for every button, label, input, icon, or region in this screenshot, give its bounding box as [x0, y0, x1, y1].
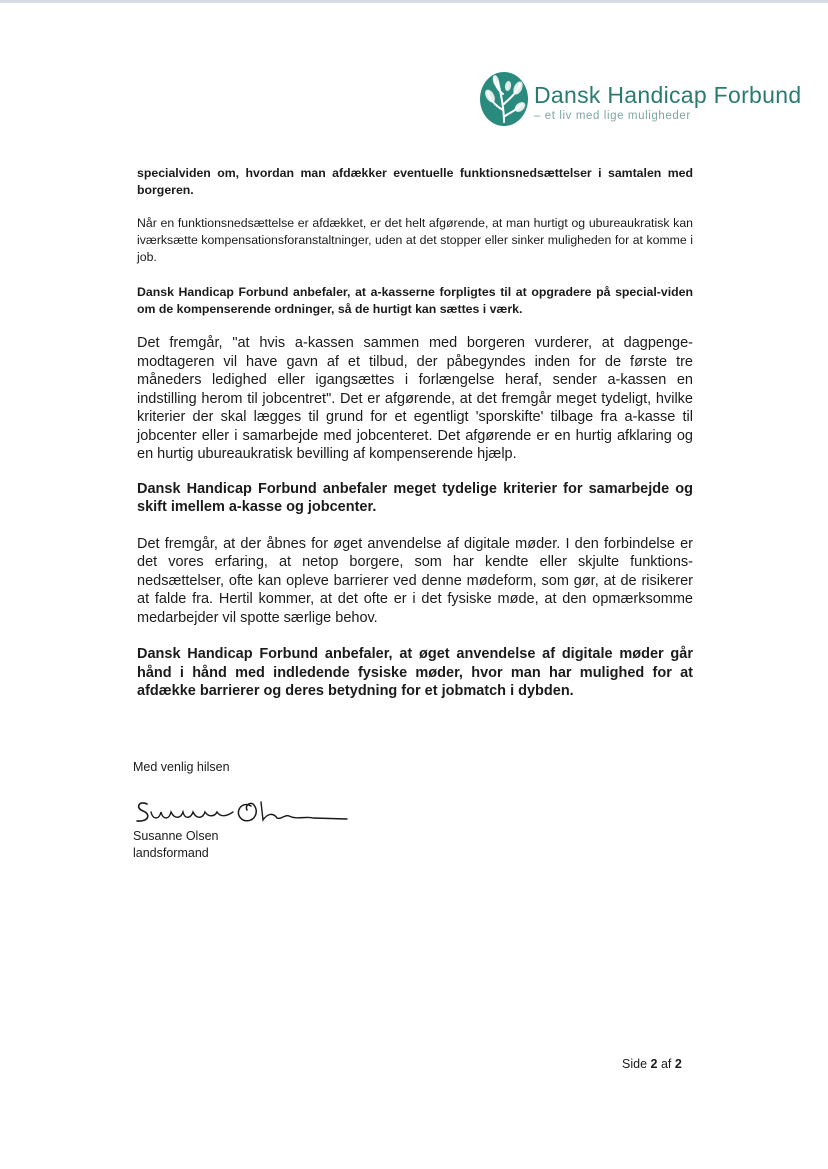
page-number [622, 1057, 682, 1071]
paragraph: Det fremgår, "at hvis a-kassen sammen med borgeren vurderer, at dagpenge-modtageren vil have gavn af et tilbud, der påbegyndes inden for de første tre måneders ledighed eller igangsættes i forlængelse heraf, sender a-kassen en indstilling herom til jobcentret". Det er afgørende, at det fremgår meget tydeligt, hvilke kriterier der skal lægges til grund for et egentligt 'sporskifte' tilbage fra a-kasse til jobcenter eller i samarbejde med jobcenteret. Det afgørende er en hurtig afklaring og en hurtig ubureaukratisk bevilling af kompenserende hjælp. [137, 335, 693, 462]
letter-body [137, 165, 693, 701]
page-top-border [0, 0, 828, 3]
recommendation: Dansk Handicap Forbund anbefaler meget tydelige kriterier for samarbejde og skift imellem a-kasse og jobcenter. [137, 480, 693, 515]
page-total: 2 [674, 1057, 682, 1071]
closing-greeting: Med venlig hilsen [133, 760, 230, 774]
signatory-name: Susanne Olsen [133, 829, 219, 843]
recommendation: Dansk Handicap Forbund anbefaler, at a-kasserne forpligtes til at opgradere på special-viden om de kompenserende ordninger, så de hurtigt kan sættes i værk. [137, 285, 693, 316]
paragraph: Det fremgår, at der åbnes for øget anvendelse af digitale møder. I den forbindelse er det vores erfaring, at netop borgere, som har kendte eller skjulte funktions-nedsættelser, ofte kan opleve barrierer ved denne mødeform, som gør, at de risikerer at falde fra. Hertil kommer, at det ofte er i det fysiske møde, at den opmærksomme medarbejder vil spotte særlige behov. [137, 535, 693, 626]
page-of: af [660, 1057, 672, 1071]
paragraph-continuation: specialviden om, hvordan man afdækker eventuelle funktionsnedsættelser i samtalen med borgeren. [137, 166, 693, 197]
leaf-circle-icon [478, 70, 530, 128]
page-prefix: Side [622, 1057, 648, 1071]
letterhead-logo [478, 70, 802, 136]
page-current: 2 [650, 1057, 658, 1071]
recommendation: Dansk Handicap Forbund anbefaler, at øget anvendelse af digitale møder går hånd i hånd med indledende fysiske møder, hvor man har mulighed for at afdække barrierer og deres betydning for et jobmatch i dybden. [137, 646, 693, 699]
signatory [133, 828, 218, 862]
organization-name: Dansk Handicap Forbund [534, 82, 802, 108]
handwritten-signature [133, 790, 353, 830]
organization-tagline: – et liv med lige muligheder [534, 110, 691, 122]
signatory-title: landsformand [133, 846, 209, 860]
paragraph: Når en funktionsnedsættelse er afdækket, er det helt afgørende, at man hurtigt og ubureaukratisk kan iværksætte kompensationsforanstaltninger, uden at det stopper eller sinker muligheden for at komme i job. [137, 216, 693, 264]
